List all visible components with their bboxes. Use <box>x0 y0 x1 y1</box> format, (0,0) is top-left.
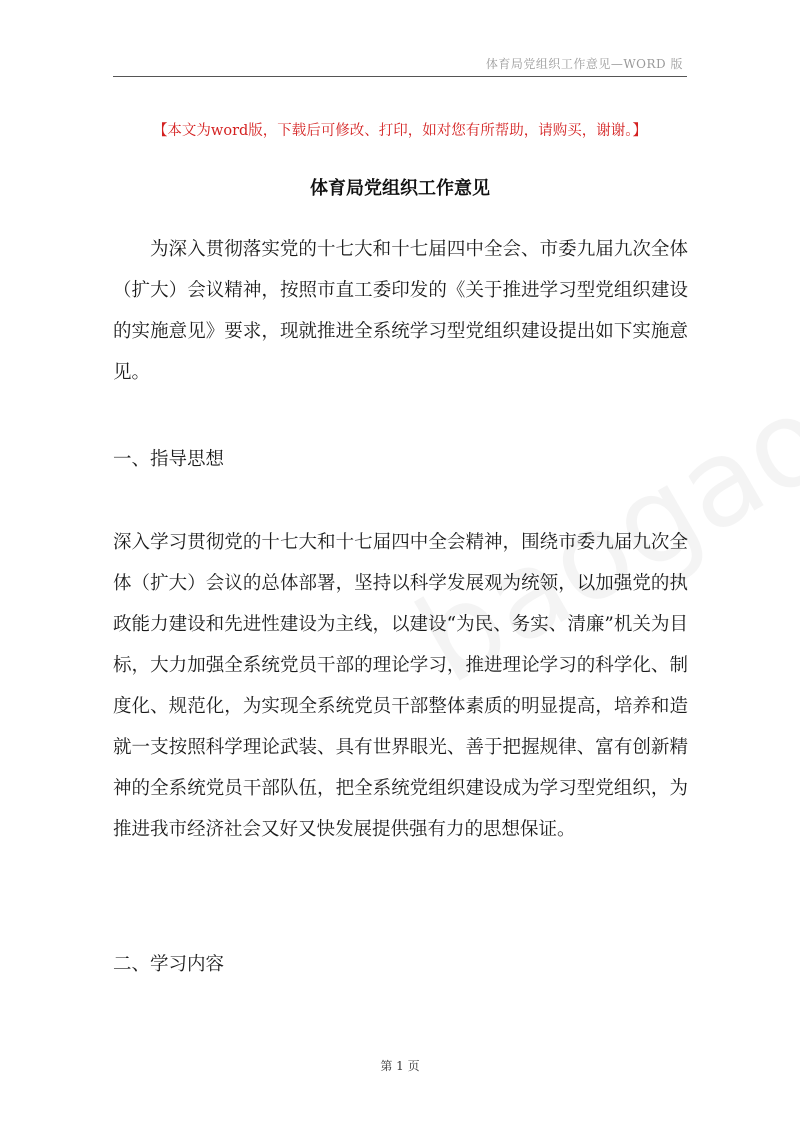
running-header: 体育局党组织工作意见—WORD 版 <box>485 57 683 71</box>
section-heading-study-content: 二、学习内容 <box>113 954 225 975</box>
section-heading-guiding-thought: 一、指导思想 <box>113 449 225 470</box>
intro-paragraph: 为深入贯彻落实党的十七大和十七届四中全会、市委九届九次全体（扩大）会议精神，按照市直工委印发的《关于推进学习型党组织建设的实施意见》要求，现就推进全系统学习型党组织建设提出如下实施意见。 <box>113 239 688 383</box>
header-divider <box>113 76 687 77</box>
purchase-notice: 【本文为word版，下载后可修改、打印，如对您有所帮助，请购买，谢谢。】 <box>152 123 648 139</box>
document-title: 体育局党组织工作意见 <box>310 178 490 199</box>
page-number: 第 1 页 <box>380 1059 420 1073</box>
section-body-guiding-thought: 深入学习贯彻党的十七大和十七届四中全会精神，围绕市委九届九次全体（扩大）会议的总体部署，坚持以科学发展观为统领，以加强党的执政能力建设和先进性建设为主线，以建设“为民、务实、清廉”机关为目标，大力加强全系统党员干部的理论学习，推进理论学习的科学化、制度化、规范化，为实现全系统党员干部整体素质的明显提高，培养和造就一支按照科学理论武装、具有世界眼光、善于把握规律、富有创新精神的全系统党员干部队伍，把全系统党组织建设成为学习型党组织，为推进我市经济社会又好又快发展提供强有力的思想保证。 <box>113 532 688 840</box>
